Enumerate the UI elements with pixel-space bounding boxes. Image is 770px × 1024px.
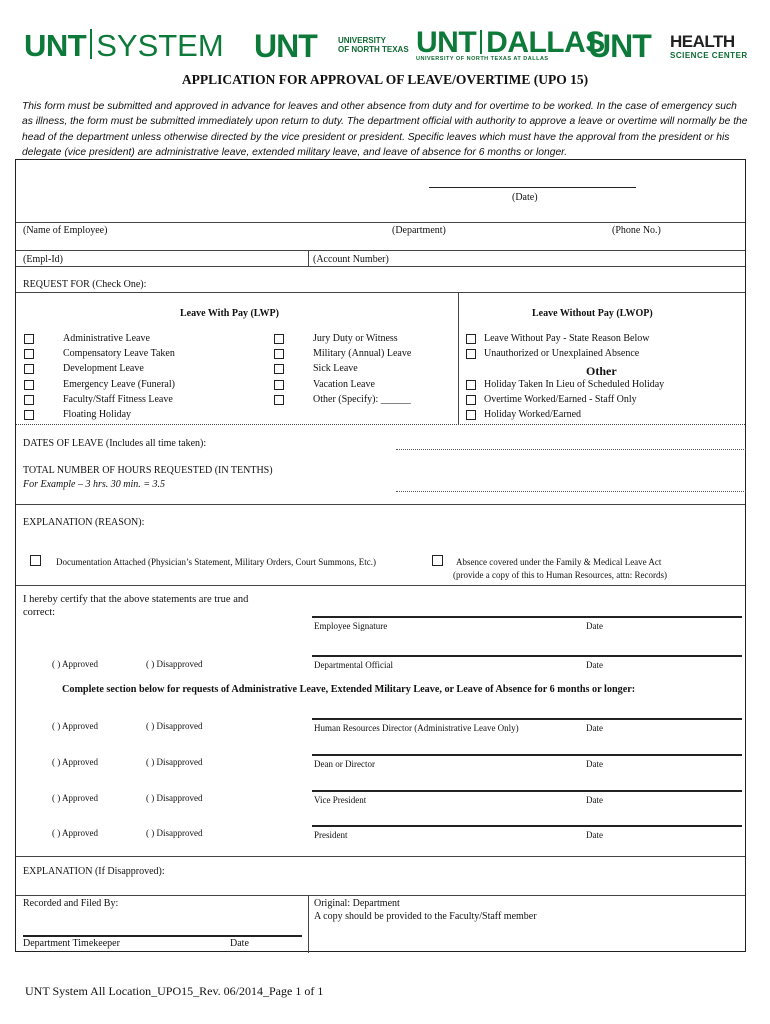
lwop-checkbox-2[interactable]: [466, 349, 476, 359]
unt-dallas-logo: UNT DALLAS: [416, 26, 605, 59]
approval-approved-option[interactable]: ( ) Approved: [52, 793, 98, 803]
lwp-option-label: Sick Leave: [313, 363, 358, 375]
lwp-checkbox-10[interactable]: [274, 380, 284, 390]
request-for-label: REQUEST FOR (Check One):: [23, 279, 147, 290]
lwp-option-label: Compensatory Leave Taken: [63, 348, 175, 360]
employee-signature-date-label: Date: [586, 621, 603, 631]
lwp-option-label: Emergency Leave (Funeral): [63, 378, 175, 390]
approval-signature-line[interactable]: [312, 754, 742, 756]
other-heading: Other: [586, 364, 617, 378]
lwop-option-label: Unauthorized or Unexplained Absence: [484, 348, 640, 360]
other-option-label: Holiday Taken In Lieu of Scheduled Holiday: [484, 378, 665, 390]
form-title: APPLICATION FOR APPROVAL OF LEAVE/OVERTIME (UPO 15): [181, 72, 589, 87]
fmla-note: (provide a copy of this to Human Resources, attn: Records): [453, 570, 667, 580]
approval-date-label: Date: [586, 759, 603, 769]
approval-date-label: Date: [586, 723, 603, 733]
date-label: (Date): [512, 192, 538, 203]
approval-disapproved-option[interactable]: ( ) Disapproved: [146, 721, 203, 731]
lwp-option-label: Other (Specify): ______: [313, 393, 411, 405]
approval-disapproved-option[interactable]: ( ) Disapproved: [146, 793, 203, 803]
approval-disapproved-option[interactable]: ( ) Disapproved: [146, 828, 203, 838]
explanation-disapproved-label: EXPLANATION (If Disapproved):: [23, 866, 165, 877]
unt-system-logo: UNT SYSTEM: [24, 28, 224, 63]
science-center-logo-text: SCIENCE CENTER: [670, 51, 748, 60]
lwp-option-label: Vacation Leave: [313, 378, 375, 390]
empl-id-label: (Empl-Id): [23, 254, 63, 265]
health-logo-text: HEALTH: [670, 32, 735, 51]
form-instructions: This form must be submitted and approved in advance for leaves and other absence from duty and for overtime to be worked. In the case of emergency such as illness, the form must be submitted immediately upon return to duty. The department official with authority to approve a leave or overtime will normally be the head of the department unless otherwise directed by the vice president or president. Specific leaves which must have the approval from the president or his delegate (vice president) are administrative leave, extended military leave, and leave of absence for 6 months or longer.: [22, 101, 748, 158]
lwop-option-label: Leave Without Pay - State Reason Below: [484, 333, 650, 344]
total-hours-label: TOTAL NUMBER OF HOURS REQUESTED (IN TENTHS): [23, 465, 273, 476]
approval-signature-line[interactable]: [312, 718, 742, 720]
total-hours-input-line[interactable]: [396, 491, 746, 492]
other-option-label: Holiday Worked/Earned: [484, 409, 582, 420]
approval-signature-line[interactable]: [312, 825, 742, 827]
departmental-official-signature-line[interactable]: [312, 655, 742, 657]
unt-dallas-subtitle: UNIVERSITY OF NORTH TEXAS AT DALLAS: [416, 56, 549, 62]
date-input-line[interactable]: [429, 187, 636, 188]
other-checkbox-1[interactable]: [466, 380, 476, 390]
lwp-option-label: Jury Duty or Witness: [313, 333, 398, 344]
fmla-label: Absence covered under the Family & Medical Leave Act: [456, 557, 662, 567]
lwop-heading: Leave Without Pay (LWOP): [532, 308, 653, 319]
other-option-label: Overtime Worked/Earned - Staff Only: [484, 393, 637, 405]
lwop-checkbox-1[interactable]: [466, 334, 476, 344]
lwp-checkbox-6[interactable]: [24, 410, 34, 420]
approval-signer-label: President: [314, 830, 348, 840]
timekeeper-date-label: Date: [230, 938, 249, 949]
lwp-option-label: Faculty/Staff Fitness Leave: [63, 393, 173, 405]
documentation-attached-checkbox[interactable]: [30, 555, 41, 566]
approval-signer-label: Vice President: [314, 795, 367, 805]
unt-logo-subtitle: UNIVERSITY OF NORTH TEXAS: [338, 36, 409, 54]
timekeeper-signature-line[interactable]: [23, 935, 302, 937]
phone-label: (Phone No.): [612, 225, 661, 236]
lwp-checkbox-2[interactable]: [24, 349, 34, 359]
lwp-option-label: Administrative Leave: [63, 333, 150, 344]
employee-signature-line[interactable]: [312, 616, 742, 618]
documentation-attached-label: Documentation Attached (Physician’s Statement, Military Orders, Court Summons, Etc.): [56, 557, 376, 567]
approval-approved-option[interactable]: ( ) Approved: [52, 757, 98, 767]
dates-of-leave-input-line[interactable]: [396, 449, 746, 450]
lwp-checkbox-4[interactable]: [24, 380, 34, 390]
copy-note: A copy should be provided to the Faculty/Staff member: [314, 911, 537, 922]
lwp-checkbox-7[interactable]: [274, 334, 284, 344]
other-checkbox-3[interactable]: [466, 410, 476, 420]
complete-section-note: Complete section below for requests of Administrative Leave, Extended Military Leave, or Leave of Absence for 6 months or longer:: [62, 684, 636, 695]
departmental-official-label: Departmental Official: [314, 660, 394, 670]
approval-date-label: Date: [586, 795, 603, 805]
unt-logo: UNT: [254, 28, 317, 64]
fmla-checkbox[interactable]: [432, 555, 443, 566]
lwp-checkbox-9[interactable]: [274, 364, 284, 374]
unt-hsc-logo: UNT: [588, 28, 651, 64]
lwp-checkbox-1[interactable]: [24, 334, 34, 344]
approval-approved-option[interactable]: ( ) Approved: [52, 721, 98, 731]
departmental-official-date-label: Date: [586, 660, 603, 670]
lwp-option-label: Floating Holiday: [63, 409, 132, 420]
original-note: Original: Department: [314, 898, 400, 909]
approval-signer-label: Dean or Director: [314, 759, 375, 769]
employee-name-label: (Name of Employee): [23, 225, 108, 236]
approval-date-label: Date: [586, 830, 603, 840]
certify-line-1: I hereby certify that the above statements are true and: [23, 594, 249, 605]
lwp-checkbox-8[interactable]: [274, 349, 284, 359]
account-number-label: (Account Number): [313, 254, 389, 265]
logo-banner: [22, 26, 748, 66]
dept-disapproved-option[interactable]: ( ) Disapproved: [146, 659, 203, 669]
leave-form: [15, 159, 746, 952]
lwp-option-label: Development Leave: [63, 363, 144, 375]
lwp-option-label: Military (Annual) Leave: [313, 348, 412, 360]
other-checkbox-2[interactable]: [466, 395, 476, 405]
page-footer: UNT System All Location_UPO15_Rev. 06/2014_Page 1 of 1: [25, 984, 324, 998]
approval-signature-line[interactable]: [312, 790, 742, 792]
lwp-checkbox-3[interactable]: [24, 364, 34, 374]
approval-signer-label: Human Resources Director (Administrative Leave Only): [314, 723, 519, 733]
approval-disapproved-option[interactable]: ( ) Disapproved: [146, 757, 203, 767]
certify-line-2: correct:: [23, 607, 56, 618]
explanation-label: EXPLANATION (REASON):: [23, 517, 145, 528]
recorded-by-label: Recorded and Filed By:: [23, 898, 119, 909]
dates-of-leave-label: DATES OF LEAVE (Includes all time taken):: [23, 438, 207, 449]
lwp-checkbox-11[interactable]: [274, 395, 284, 405]
hours-example: For Example – 3 hrs. 30 min. = 3.5: [23, 479, 166, 490]
department-label: (Department): [392, 225, 446, 236]
dept-approved-option[interactable]: ( ) Approved: [52, 659, 98, 669]
lwp-checkbox-5[interactable]: [24, 395, 34, 405]
timekeeper-label: Department Timekeeper: [23, 938, 120, 949]
employee-signature-label: Employee Signature: [314, 621, 388, 631]
lwp-heading: Leave With Pay (LWP): [180, 308, 279, 319]
approval-approved-option[interactable]: ( ) Approved: [52, 828, 98, 838]
